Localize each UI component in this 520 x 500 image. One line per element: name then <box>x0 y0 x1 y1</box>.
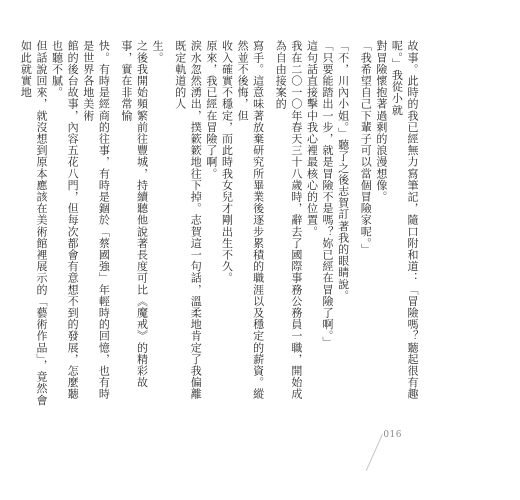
text-line: 快。有時是經商的往事，有時是錮於「蔡國強」年輕時的回憶，也有時是世界各地美術 <box>81 40 111 400</box>
text-line: 原來，我已經在冒險了啊。 <box>204 40 218 180</box>
text-line: 寫手。這意味著放棄研究所畢業後逐步累積的職涯以及穩定的薪資。縱然並不後悔，但 <box>236 40 265 400</box>
text-line: 收入確實不穩定，而此時我女兒才剛出生不久。 <box>220 40 234 284</box>
text-line: 這句話直接擊中我心裡最核心的位置。 <box>305 40 319 238</box>
text-line: 我在二〇一〇年春天三十八歲時，辭去了國際事務公務員一職，開始成為自由接案的 <box>274 40 303 400</box>
page-number: 016 <box>383 430 402 440</box>
text-line: 之後我開始頻繁前往豐城，持續聽他說著長度可比《魔戒》的精彩故事，實在非常愉 <box>119 40 149 388</box>
text-line: 但話說回來，就沒想到原本應該在美術館裡展示的「藝術作品」，竟然會如此就實地 <box>19 40 48 406</box>
text-line: 生。 <box>151 40 165 64</box>
text-line: 故事。此時的我已經無力寫筆記，隨口附和道：「冒險嗎？聽起很有趣呢。」我從小就 <box>390 40 419 400</box>
text-line: 「不，川內小姐。」聽了之後志賀訂著我的眼睛說。 <box>336 40 350 302</box>
text-line: 「我希望自己下輩子可以當個冒險家呢。」 <box>359 40 373 255</box>
text-line: 對冒險懷抱著過剩的浪漫想像。 <box>374 40 388 203</box>
text-line: 館的後台故事，內容五花八門，但每次都會有意想不到的發展，怎麼聽也聽不膩。 <box>50 40 80 400</box>
text-line: 「只要能踏出一步，就是冒險不是嗎？妳已經在冒險了啊。」 <box>321 40 335 348</box>
body-text <box>18 40 420 410</box>
text-line: 淚水忽然湧出，撲簌簌地往下掉。志賀這一句話，溫柔地肯定了我偏離既定軌道的人 <box>173 40 203 400</box>
page-number-divider <box>366 434 383 471</box>
